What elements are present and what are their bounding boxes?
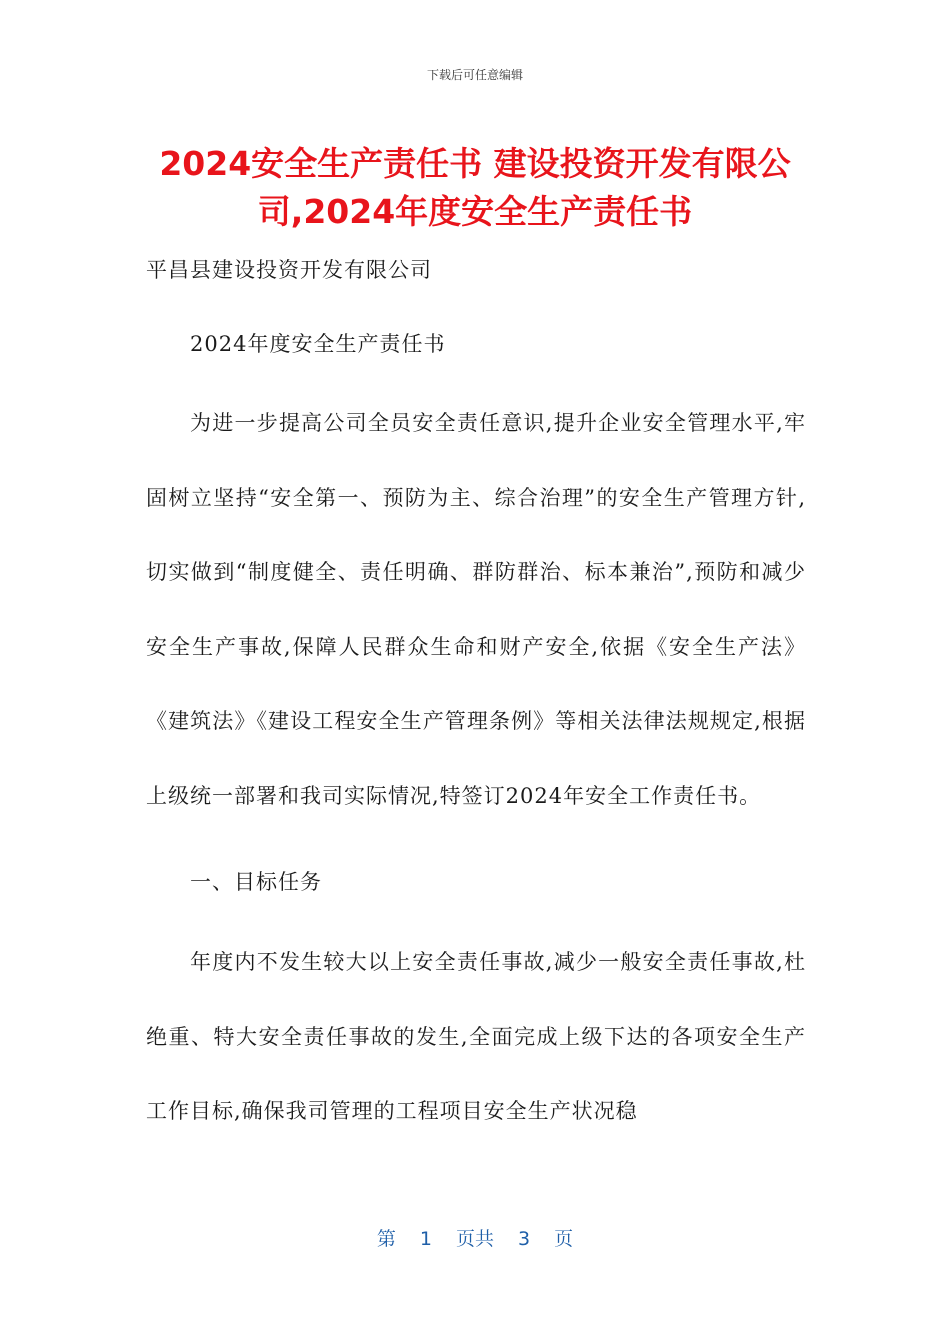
section-heading-targets: 一、目标任务 <box>190 870 322 894</box>
page-footer <box>0 1224 950 1251</box>
page-header-note: 下载后可任意编辑 <box>426 68 523 82</box>
footer-middle: 页共 <box>455 1228 494 1250</box>
footer-total-pages: 3 <box>518 1228 531 1250</box>
footer-suffix: 页 <box>554 1228 574 1250</box>
targets-paragraph: 年度内不发生较大以上安全责任事故,减少一般安全责任事故,杜绝重、特大安全责任事故的发生,全面完成上级下达的各项安全生产工作目标,确保我司管理的工程项目安全生产状况稳 <box>146 950 806 1123</box>
footer-current-page: 1 <box>419 1228 432 1250</box>
document-body <box>146 249 806 1149</box>
year-heading: 2024年度安全生产责任书 <box>190 332 446 356</box>
company-name: 平昌县建设投资开发有限公司 <box>146 258 432 282</box>
document-title: 2024安全生产责任书 建设投资开发有限公司,2024年度安全生产责任书 <box>159 144 791 231</box>
intro-paragraph: 为进一步提高公司全员安全责任意识,提升企业安全管理水平,牢固树立坚持“安全第一、预防为主、综合治理”的安全生产管理方针,切实做到“制度健全、责任明确、群防群治、标本兼治”,预防和减少安全生产事故,保障人民群众生命和财产安全,依据《安全生产法》《建筑法》《建设工程安全生产管理条例》等相关法律法规规定,根据上级统一部署和我司实际情况,特签订2024年安全工作责任书。 <box>146 411 806 808</box>
footer-prefix: 第 <box>376 1228 396 1250</box>
